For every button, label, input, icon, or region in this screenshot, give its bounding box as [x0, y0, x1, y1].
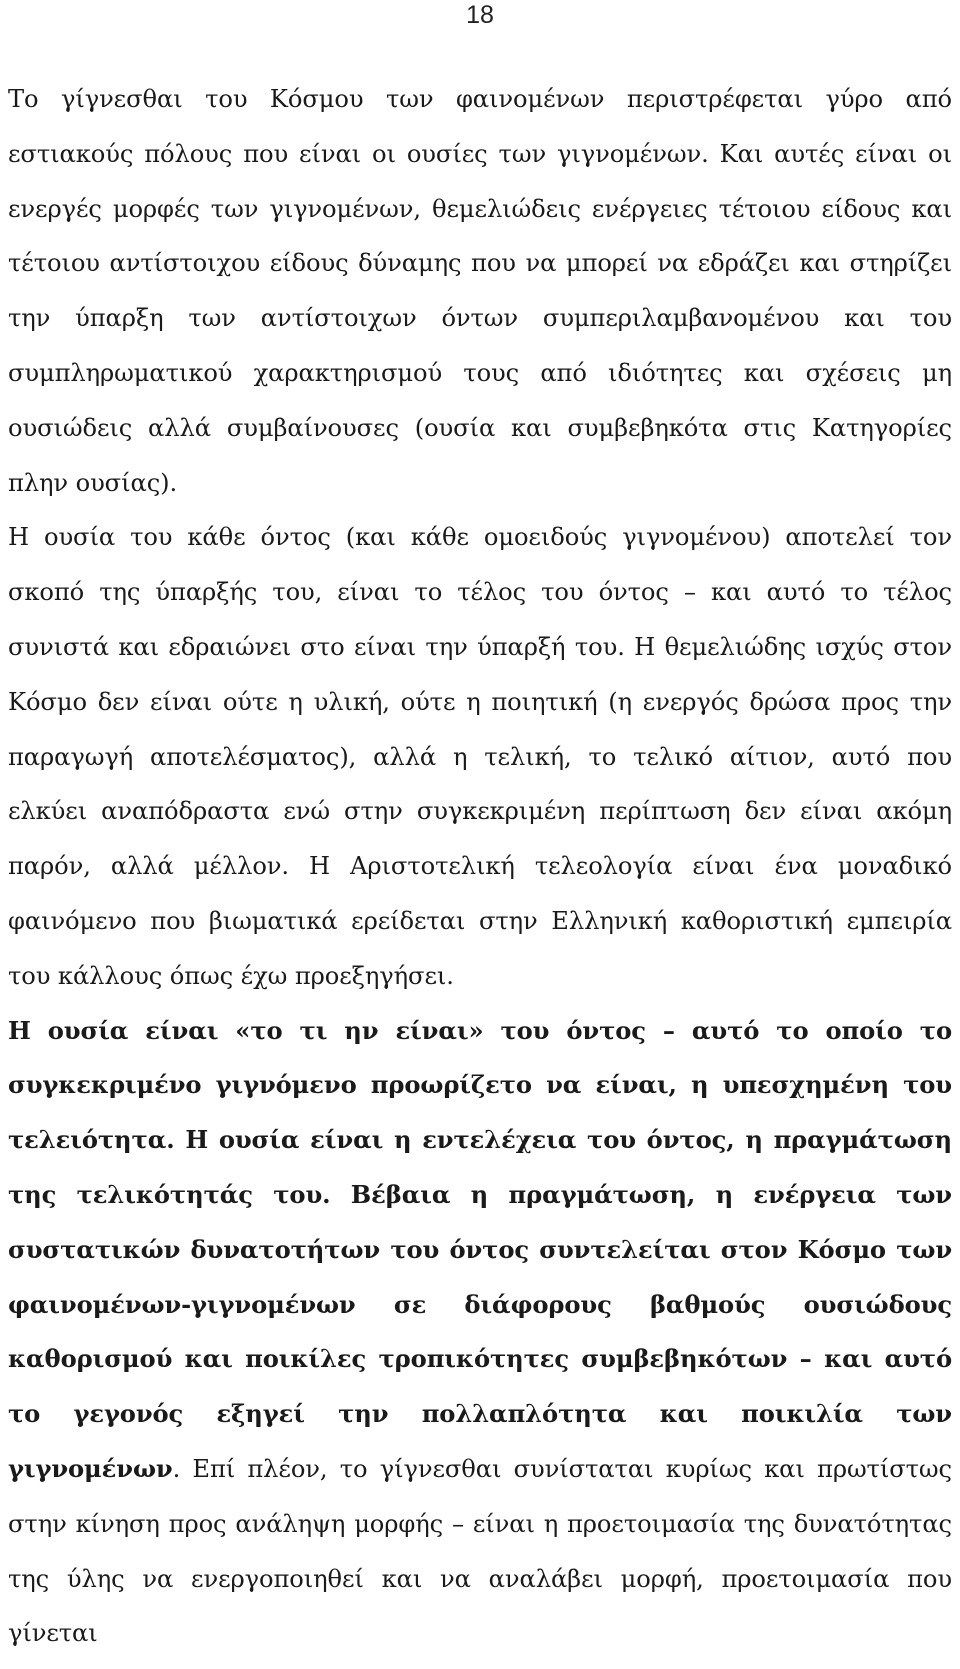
paragraph: Το γίγνεσθαι του Κόσμου των φαινομένων περιστρέφεται γύρο από εστιακούς πόλους που είναι οι ουσίες των γιγνομένων. Και αυτές είναι οι ενεργές μορφές των γιγνομένων, θεμελιώδεις ενέργειες τέτοιου είδους και τέτοιου αντίστοιχου είδους δύναμης που να μπορεί να εδράζει και στηρίζει την ύπαρξη των αντίστοιχων όντων συμπεριλαμβανομένου και του συμπληρωματικού χαρακτηρισμού τους από ιδιότητες και σχέσεις μη ουσιώδεις αλλά συμβαίνουσες (ουσία και συμβεβηκότα στις Κατηγορίες πλην ουσίας).	[8, 85, 952, 497]
paragraph-continuation: . Επί πλέον, το γίγνεσθαι συνίσταται κυρίως και πρωτίστως στην κίνηση προς ανάληψη μορφής – είναι η προετοιμασία της δυνατότητας της ύλης να ενεργοποιηθεί και να αναλάβει μορφή, προετοιμασία που γίνεται	[8, 1454, 952, 1648]
document-body	[8, 72, 952, 1661]
page-number: 18	[466, 1, 494, 29]
paragraph: Η ουσία του κάθε όντος (και κάθε ομοειδούς γιγνομένου) αποτελεί τον σκοπό της ύπαρξής του, είναι το τέλος του όντος – και αυτό το τέλος συνιστά και εδραιώνει στο είναι την ύπαρξή του. Η θεμελιώδης ισχύς στον Κόσμο δεν είναι ούτε η υλική, ούτε η ποιητική (η ενεργός δρώσα προς την παραγωγή αποτελέσματος), αλλά η τελική, το τελικό αίτιον, αυτό που ελκύει αναπόδραστα ενώ στην συγκεκριμένη περίπτωση δεν είναι ακόμη παρόν, αλλά μέλλον. Η Αριστοτελική τελεολογία είναι ένα μοναδικό φαινόμενο που βιωματικά ερείδεται στην Ελληνική καθοριστική εμπειρία του κάλλους όπως έχω προεξηγήσει.	[8, 523, 952, 990]
bold-emphasis: Η ουσία είναι «το τι ην είναι» του όντος – αυτό το οποίο το συγκεκριμένο γιγνόμενο προωρίζετο να είναι, η υπεσχημένη του τελειότητα. Η ουσία είναι η εντελέχεια του όντος, η πραγμάτωση της τελικότητάς του. Βέβαια η πραγμάτωση, η ενέργεια των συστατικών δυνατοτήτων του όντος συντελείται στον Κόσμο των φαινομένων-γιγνομένων σε διάφορους βαθμούς ουσιώδους καθορισμού και ποικίλες τροπικότητες συμβεβηκότων – και αυτό το γεγονός εξηγεί την πολλαπλότητα και ποικιλία των γιγνομένων	[8, 1015, 952, 1483]
paragraph	[8, 1004, 952, 1662]
